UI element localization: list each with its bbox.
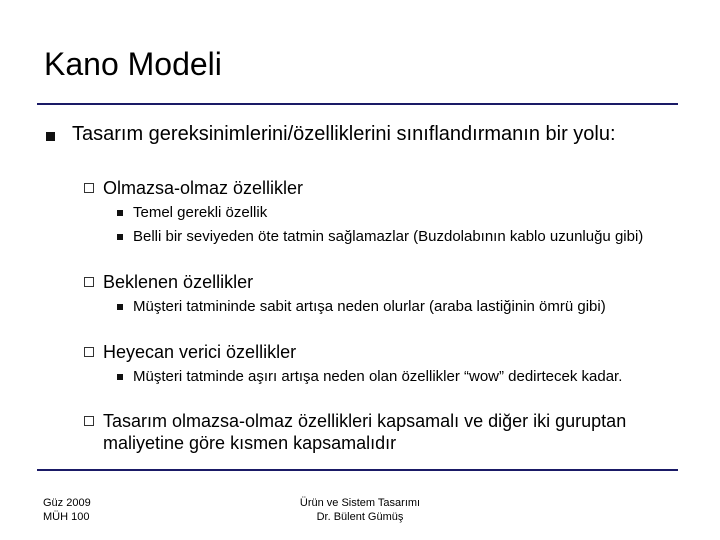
bullet-small-square-icon xyxy=(117,374,123,380)
footer-course-code: MÜH 100 xyxy=(43,511,90,523)
bullet-square-icon xyxy=(46,132,55,141)
bullet-level1-text: Tasarım gereksinimlerini/özelliklerini sınıflandırmanın bir yolu: xyxy=(72,123,616,145)
bullet-level2-text: Heyecan verici özellikler xyxy=(103,342,297,362)
bullet-small-square-icon xyxy=(117,210,123,216)
bullet-hollow-square-icon xyxy=(84,183,94,193)
bullet-small-square-icon xyxy=(117,304,123,310)
bullet-hollow-square-icon xyxy=(84,277,94,287)
footer-instructor: Dr. Bülent Gümüş xyxy=(316,511,404,523)
bullet-level2-text: Beklenen özellikler xyxy=(103,272,254,292)
footer-divider xyxy=(37,469,678,471)
bullet-hollow-square-icon xyxy=(84,416,94,426)
footer-course-title: Ürün ve Sistem Tasarımı xyxy=(299,497,421,509)
bullet-level3-text: Belli bir seviyeden öte tatmin sağlamazlar (Buzdolabının kablo uzunluğu gibi) xyxy=(133,228,644,245)
bullet-level3-text: Temel gerekli özellik xyxy=(133,204,268,221)
footer-center xyxy=(240,496,480,524)
bullet-level2-text: Olmazsa-olmaz özellikler xyxy=(103,178,304,198)
bullet-hollow-square-icon xyxy=(84,347,94,357)
bullet-level2-text: Tasarım olmazsa-olmaz özellikleri kapsamalı ve diğer iki guruptan maliyetine göre kısmen kapsamalıdır xyxy=(103,411,627,453)
footer-semester: Güz 2009 xyxy=(43,497,91,509)
bullet-level3-text: Müşteri tatminde aşırı artışa neden olan özellikler “wow” dedirtecek kadar. xyxy=(133,368,623,385)
bullet-level3-text: Müşteri tatmininde sabit artışa neden olurlar (araba lastiğinin ömrü gibi) xyxy=(133,298,606,315)
slide-title: Kano Modeli xyxy=(44,46,222,82)
footer-left xyxy=(43,496,91,524)
title-divider xyxy=(37,103,678,105)
bullet-small-square-icon xyxy=(117,234,123,240)
